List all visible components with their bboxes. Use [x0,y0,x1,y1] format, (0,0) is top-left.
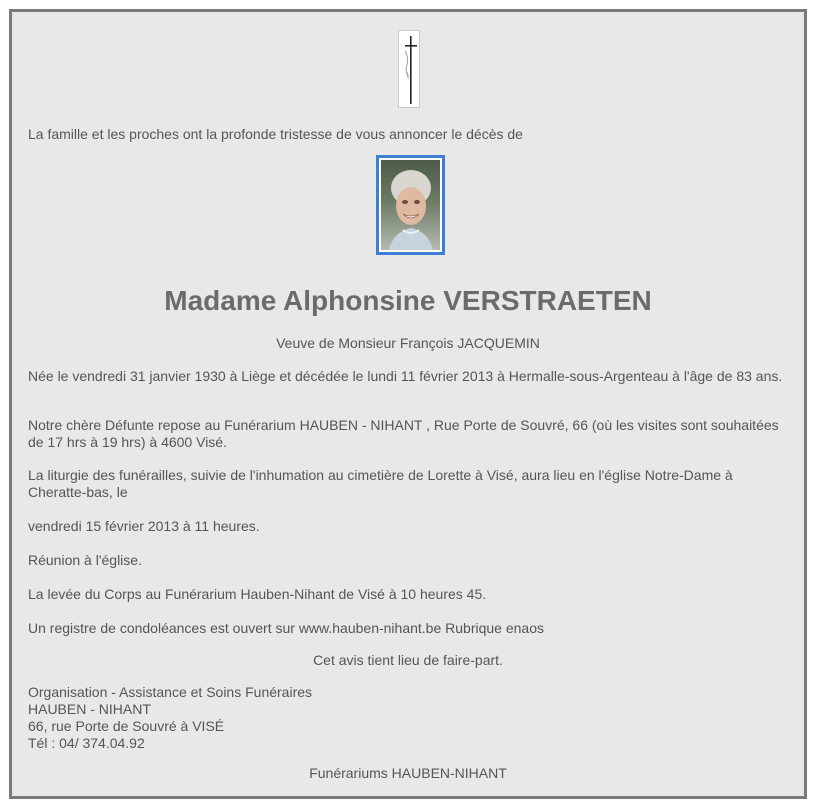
cross-emblem [398,30,420,108]
levee-line: La levée du Corps au Funérarium Hauben-Nihant de Visé à 10 heures 45. [28,586,487,602]
condolence-registry-line: Un registre de condoléances est ouvert sur www.hauben-nihant.be Rubrique enaos [28,620,544,636]
footer-signature: Funérariums HAUBEN-NIHANT [309,765,507,781]
meeting-line: Réunion à l'église. [28,552,142,568]
organisation-line: Organisation - Assistance et Soins Funéraires [28,684,313,700]
liturgy-paragraph: La liturgie des funérailles, suivie de l'inhumation au cimetière de Lorette à Visé, aura lieu en l'église Notre-Dame à Cheratte-bas, le [28,467,733,500]
organisation-address: 66, rue Porte de Souvré à VISÉ [28,718,225,734]
organisation-name: HAUBEN - NIHANT [28,701,151,717]
cross-icon [399,31,421,109]
notice-line: Cet avis tient lieu de faire-part. [313,652,503,668]
organisation-block [28,684,788,752]
portrait-image [381,160,440,250]
organisation-phone: Tél : 04/ 374.04.92 [28,735,145,751]
obituary-frame [9,9,807,799]
widow-of-line: Veuve de Monsieur François JACQUEMIN [276,335,540,351]
birth-death-paragraph: Née le vendredi 31 janvier 1930 à Liège et décédée le lundi 11 février 2013 à Hermalle-sous-Argenteau à l'âge de 83 ans. [28,368,783,384]
deceased-name: Madame Alphonsine VERSTRAETEN [164,285,652,316]
intro-text: La famille et les proches ont la profonde tristesse de vous annoncer le décès de [28,126,523,142]
repose-paragraph: Notre chère Défunte repose au Funérarium HAUBEN - NIHANT , Rue Porte de Souvré, 66 (où les visites sont souhaitées de 17 hrs à 19 hrs) à 4600 Visé. [28,417,779,450]
funeral-date: vendredi 15 février 2013 à 11 heures. [28,518,260,534]
deceased-photo [376,155,445,255]
